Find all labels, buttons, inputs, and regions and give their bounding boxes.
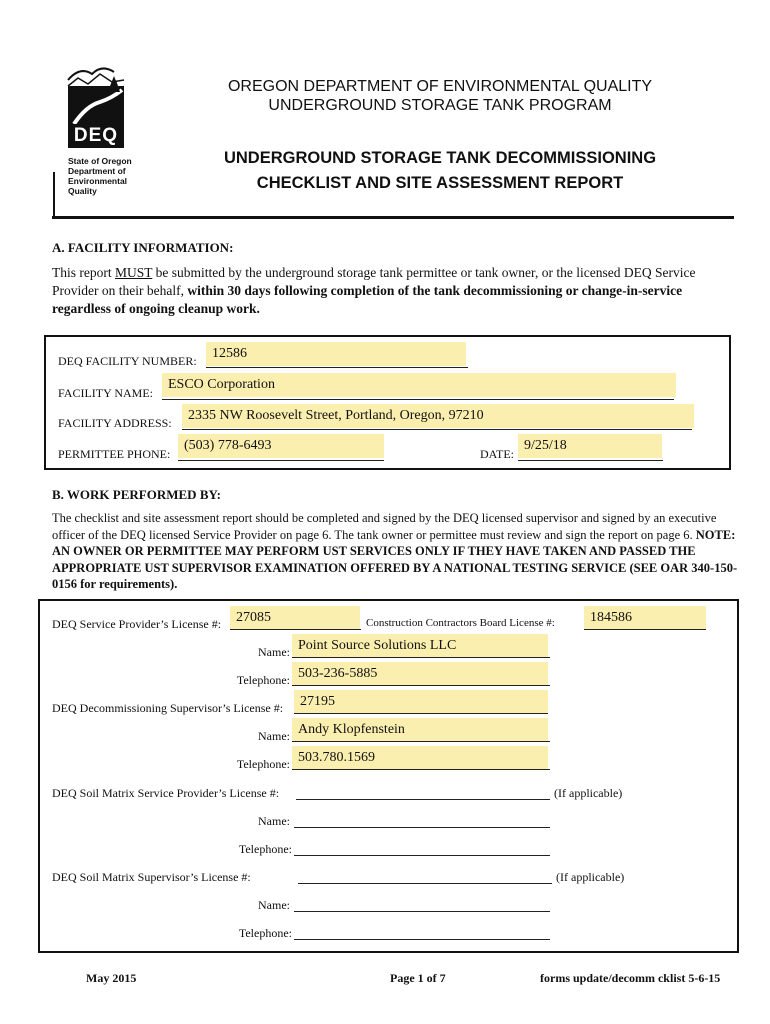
ds-license-field[interactable]: 27195	[294, 690, 548, 713]
footer-date: May 2015	[86, 971, 137, 985]
field-underline	[162, 399, 674, 400]
ds-license-label: DEQ Decommissioning Supervisor’s License #:	[52, 701, 284, 715]
field-underline	[584, 629, 706, 630]
sp-telephone-label: Telephone:	[236, 673, 290, 687]
soil-sp-license-label: DEQ Soil Matrix Service Provider’s License #:	[52, 786, 280, 800]
sp-license-field[interactable]: 27085	[230, 606, 360, 629]
soil-sup-telephone-label: Telephone:	[238, 926, 292, 940]
field-underline	[292, 685, 550, 686]
facility-number-label: DEQ FACILITY NUMBER:	[58, 354, 197, 368]
soil-sup-name-label: Name:	[258, 898, 290, 912]
landscape-logo-icon	[66, 62, 126, 124]
soil-sp-name-label: Name:	[258, 814, 290, 828]
section-b-intro: The checklist and site assessment report should be completed and signed by the DEQ licensed supervisor and signed by an executive officer of the DEQ licensed Service Provider on page 6. The tank owner or permittee must review and sign the report on page 6. NOTE: AN OWNER OR PERMITTEE MAY PERFORM UST SERVICES ONLY IF THEY HAVE TAKEN AND PASSED THE APPROPRIATE UST SUPERVISOR EXAMINATION OFFERED BY A NATIONAL TESTING SERVICE (SEE OAR 340-150-0156 for requirements).	[52, 511, 738, 591]
ccb-license-field[interactable]: 184586	[584, 606, 706, 629]
field-underline	[178, 460, 384, 461]
form-title-line1: UNDERGROUND STORAGE TANK DECOMMISSIONING	[223, 149, 657, 167]
ds-telephone-field[interactable]: 503.780.1569	[292, 746, 548, 769]
field-underline	[294, 713, 548, 714]
ds-name-label: Name:	[258, 729, 290, 743]
soil-sp-telephone-input[interactable]	[294, 855, 550, 856]
logo-line: Environmental	[68, 176, 128, 186]
deq-acronym: DEQ	[68, 124, 124, 148]
form-title-line2: CHECKLIST AND SITE ASSESSMENT REPORT	[256, 174, 624, 192]
section-a-heading: A. FACILITY INFORMATION:	[52, 240, 234, 255]
field-underline	[206, 367, 468, 368]
facility-number-field[interactable]: 12586	[206, 342, 466, 366]
sp-name-label: Name:	[258, 645, 290, 659]
section-a-intro: This report MUST be submitted by the underground storage tank permittee or tank owner, or the licensed DEQ Service Provider on their behalf, within 30 days following completion of the tank decommissioning or change-in-service regardless of ongoing cleanup work.	[52, 265, 696, 316]
facility-name-field[interactable]: ESCO Corporation	[162, 373, 676, 397]
soil-sp-telephone-label: Telephone:	[238, 842, 292, 856]
header-rule	[52, 216, 734, 219]
logo-line: Quality	[68, 186, 97, 196]
sp-name-field[interactable]: Point Source Solutions LLC	[292, 634, 548, 657]
if-applicable-note: (If applicable)	[556, 870, 625, 884]
permittee-phone-field[interactable]: (503) 778-6493	[178, 434, 384, 458]
facility-address-field[interactable]: 2335 NW Roosevelt Street, Portland, Oregon, 97210	[182, 404, 694, 428]
sp-license-label: DEQ Service Provider’s License #:	[52, 617, 222, 631]
field-underline	[230, 629, 361, 630]
field-underline	[292, 769, 550, 770]
footer-page: Page 1 of 7	[390, 971, 446, 985]
ds-telephone-label: Telephone:	[236, 757, 290, 771]
sp-telephone-field[interactable]: 503-236-5885	[292, 662, 548, 685]
program-name: UNDERGROUND STORAGE TANK PROGRAM	[268, 97, 612, 114]
ccb-license-label: Construction Contractors Board License #:	[366, 617, 555, 629]
facility-address-label: FACILITY ADDRESS:	[58, 416, 172, 430]
if-applicable-note: (If applicable)	[554, 786, 623, 800]
soil-sup-telephone-input[interactable]	[294, 939, 550, 940]
field-underline	[292, 741, 550, 742]
date-field[interactable]: 9/25/18	[518, 434, 662, 458]
agency-name: OREGON DEPARTMENT OF ENVIRONMENTAL QUALITY	[227, 78, 653, 95]
logo-line: State of Oregon	[68, 156, 132, 166]
logo-divider	[53, 172, 55, 216]
facility-name-label: FACILITY NAME:	[58, 386, 153, 400]
footer-form-id: forms update/decomm cklist 5-6-15	[540, 971, 721, 985]
permittee-phone-label: PERMITTEE PHONE:	[58, 447, 171, 461]
date-label: DATE:	[480, 447, 514, 461]
field-underline	[182, 429, 692, 430]
must-emphasis: MUST	[115, 265, 153, 280]
ds-name-field[interactable]: Andy Klopfenstein	[292, 718, 548, 741]
field-underline	[292, 657, 550, 658]
soil-sp-license-input[interactable]	[296, 799, 550, 800]
deq-logo	[66, 62, 132, 202]
logo-line: Department of	[68, 166, 126, 176]
field-underline	[518, 460, 663, 461]
soil-sup-license-input[interactable]	[298, 883, 552, 884]
section-b-heading: B. WORK PERFORMED BY:	[52, 487, 222, 502]
soil-sp-name-input[interactable]	[294, 827, 550, 828]
soil-sup-name-input[interactable]	[294, 911, 550, 912]
soil-sup-license-label: DEQ Soil Matrix Supervisor’s License #:	[52, 870, 251, 884]
